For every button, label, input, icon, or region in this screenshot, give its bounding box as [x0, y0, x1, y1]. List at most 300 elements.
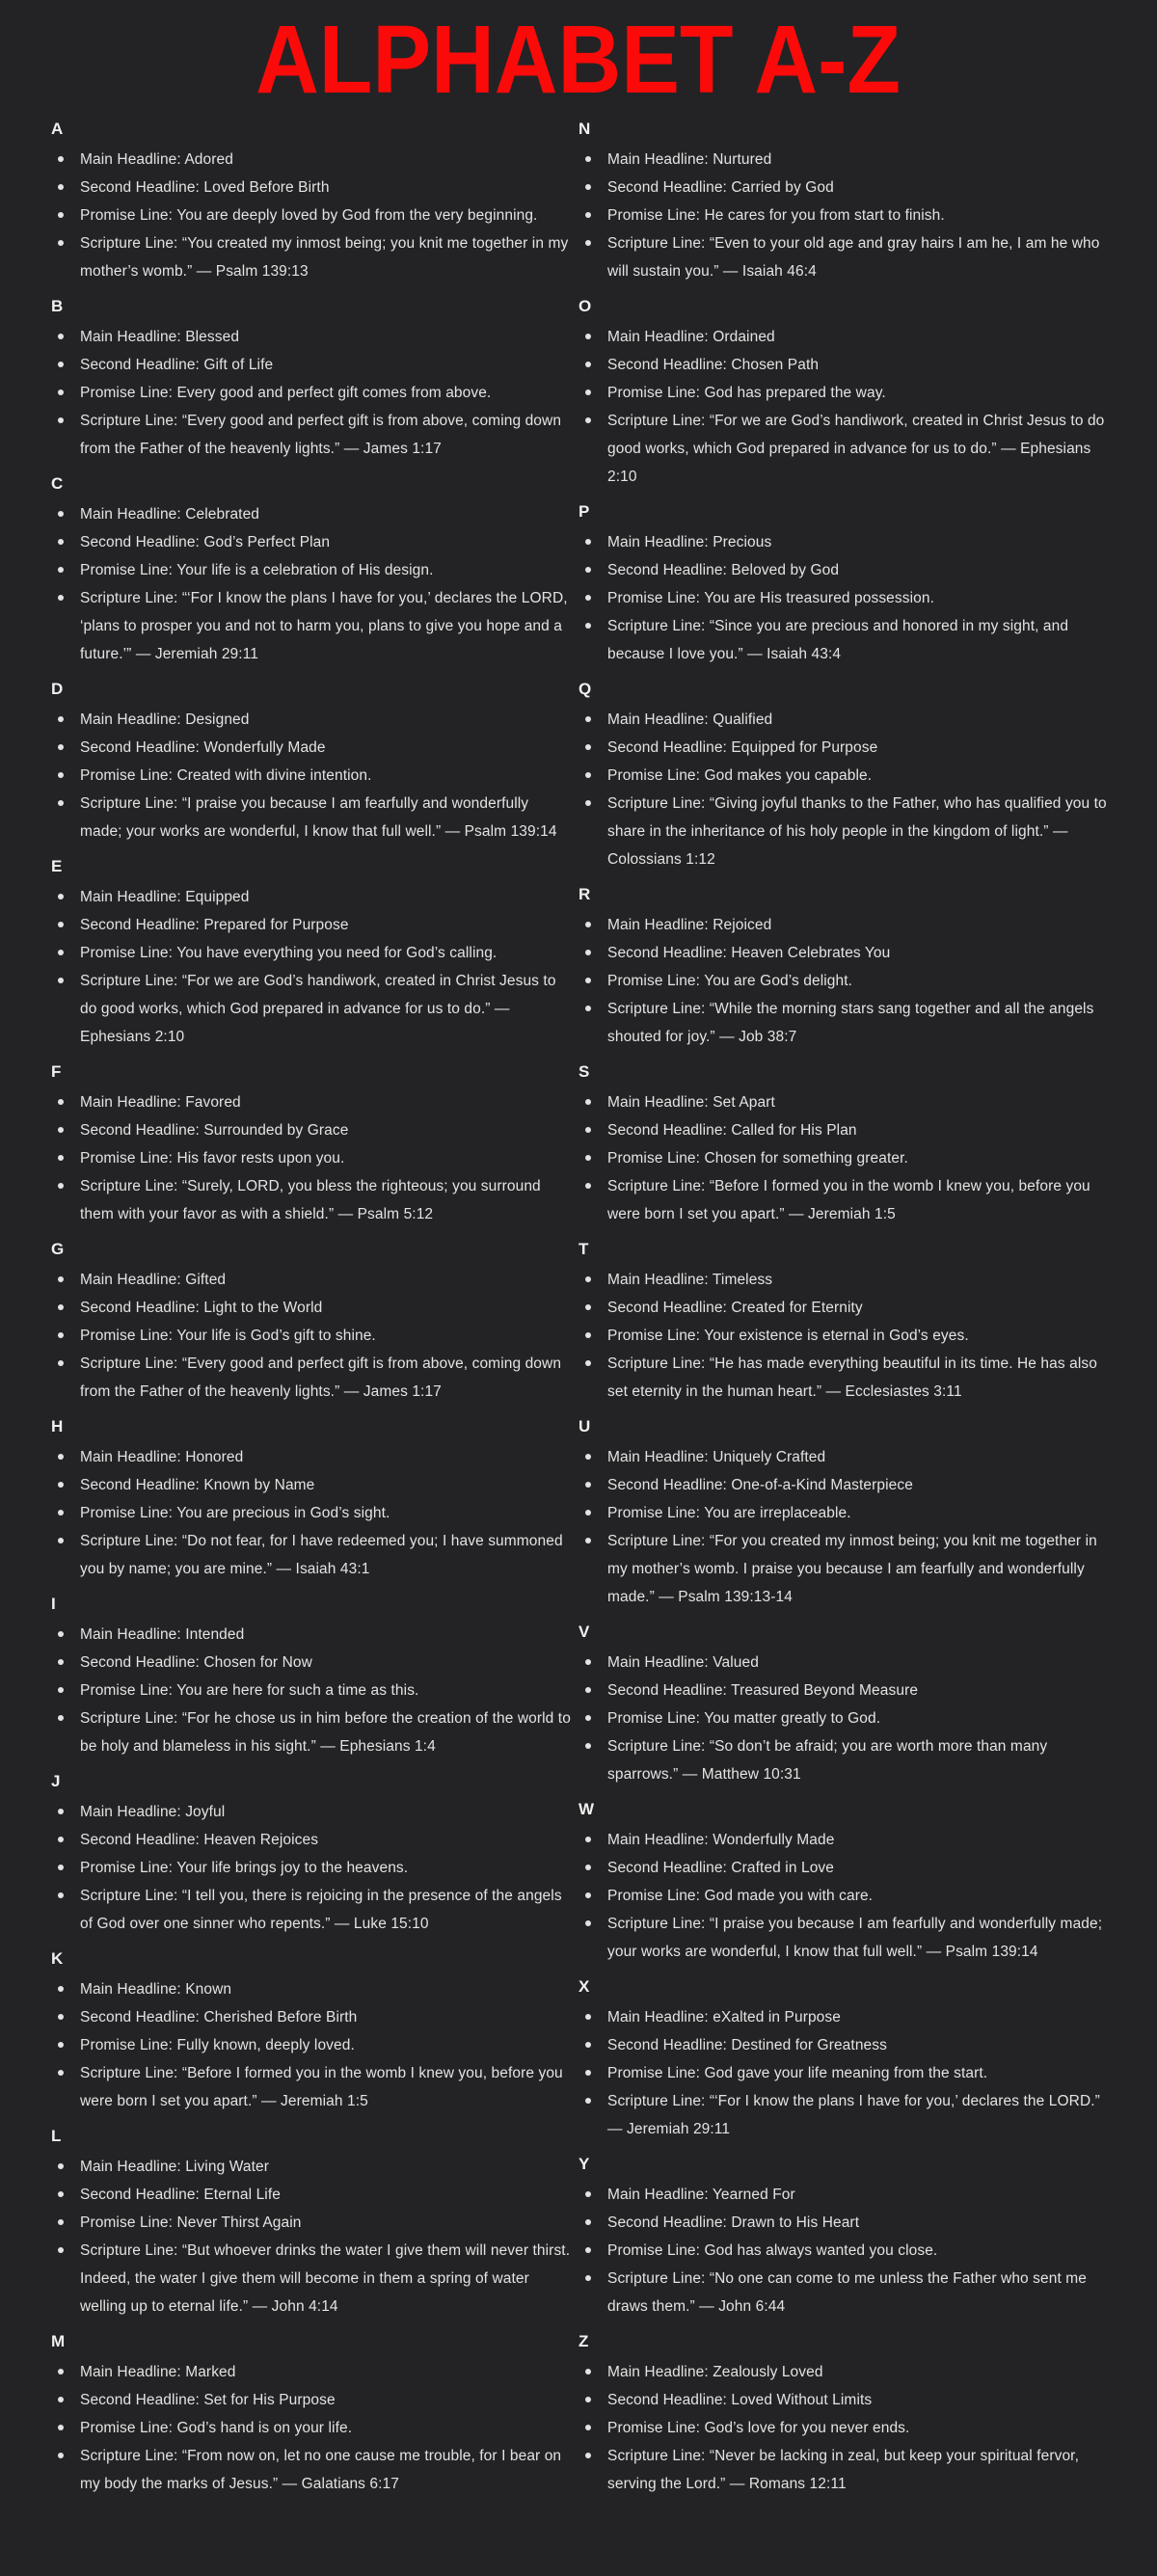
- list-item: [51, 351, 574, 379]
- letter-heading: D: [51, 680, 64, 698]
- letter-heading: Q: [578, 680, 592, 698]
- line-text: Scripture Line: “For we are God’s handiwork, created in Christ Jesus to do good works, which God prepared in advance for us to do.” — Ephesians 2:10: [80, 973, 556, 1045]
- line-text: Second Headline: Heaven Rejoices: [80, 1832, 319, 1848]
- bullet-icon: [58, 1304, 64, 1310]
- bullet-icon: [585, 1743, 591, 1749]
- line-text: Promise Line: You are irreplaceable.: [607, 1505, 851, 1521]
- bullet-icon: [585, 2425, 591, 2430]
- bullet-icon: [58, 539, 64, 545]
- line-text: Main Headline: Known: [80, 1981, 232, 1998]
- section-lines: [51, 323, 574, 463]
- line-text: Promise Line: Fully known, deeply loved.: [80, 2037, 355, 2053]
- line-text: Main Headline: Marked: [80, 2364, 236, 2380]
- line-text: Scripture Line: “‘For I know the plans I have for you,’ declares the LORD.” — Jeremiah 29:11: [607, 2093, 1100, 2137]
- list-item: [578, 2265, 1118, 2321]
- line-text: Promise Line: Your existence is eternal in God’s eyes.: [607, 1328, 969, 1344]
- letter-section-a: [51, 115, 574, 285]
- list-item: [578, 911, 1118, 939]
- list-item: [578, 1649, 1118, 1677]
- bullet-icon: [585, 2219, 591, 2225]
- bullet-icon: [58, 212, 64, 218]
- list-item: [578, 174, 1118, 201]
- line-text: Second Headline: Carried by God: [607, 179, 834, 196]
- section-lines: [578, 1826, 1118, 1966]
- bullet-icon: [585, 417, 591, 423]
- page: [0, 6, 1157, 2576]
- line-text: Second Headline: Chosen for Now: [80, 1654, 312, 1671]
- section-lines: [51, 1975, 574, 2115]
- list-item: [578, 1854, 1118, 1882]
- line-text: Promise Line: His favor rests upon you.: [80, 1150, 345, 1167]
- bullet-icon: [585, 1510, 591, 1516]
- line-text: Main Headline: Intended: [80, 1626, 245, 1643]
- list-item: [51, 1322, 574, 1350]
- bullet-icon: [58, 1715, 64, 1721]
- letter-heading: X: [578, 1977, 590, 1996]
- bullet-icon: [585, 1304, 591, 1310]
- bullet-icon: [58, 2014, 64, 2020]
- bullet-icon: [58, 2042, 64, 2048]
- line-text: Scripture Line: “From now on, let no one cause me trouble, for I bear on my body the marks of Jesus.” — Galatians 6:17: [80, 2448, 562, 2492]
- list-item: [51, 584, 574, 668]
- line-text: Second Headline: Surrounded by Grace: [80, 1122, 349, 1139]
- letter-heading: B: [51, 297, 64, 315]
- list-item: [578, 1116, 1118, 1144]
- line-text: Main Headline: Living Water: [80, 2159, 269, 2175]
- line-text: Scripture Line: “‘For I know the plans I have for you,’ declares the LORD, ‘plans to prosper you and not to harm you, plans to give you hope and a future.’” — Jeremiah 29:11: [80, 590, 568, 662]
- line-text: Main Headline: Timeless: [607, 1272, 773, 1288]
- letter-heading: K: [51, 1949, 64, 1968]
- bullet-icon: [585, 1482, 591, 1488]
- list-item: [51, 2358, 574, 2386]
- list-item: [578, 1882, 1118, 1910]
- bullet-icon: [58, 1837, 64, 1842]
- list-item: [578, 2087, 1118, 2143]
- bullet-icon: [58, 417, 64, 423]
- line-text: Promise Line: God has prepared the way.: [607, 385, 886, 401]
- list-item: [578, 790, 1118, 873]
- list-item: [51, 528, 574, 556]
- bullet-icon: [58, 1538, 64, 1543]
- bullet-icon: [585, 595, 591, 601]
- section-lines: [51, 2358, 574, 2498]
- bullet-icon: [585, 950, 591, 955]
- line-text: Promise Line: You are deeply loved by God from the very beginning.: [80, 207, 538, 224]
- bullet-icon: [585, 2369, 591, 2375]
- letter-section-q: [578, 675, 1118, 873]
- list-item: [578, 1322, 1118, 1350]
- bullet-icon: [585, 1715, 591, 1721]
- bullet-icon: [58, 2070, 64, 2076]
- line-text: Scripture Line: “Every good and perfect gift is from above, coming down from the Father of the heavenly lights.” — James 1:17: [80, 413, 562, 457]
- page-title-text: ALPHABET A-Z: [256, 6, 901, 114]
- bullet-icon: [58, 1332, 64, 1338]
- letter-section-m: [51, 2327, 574, 2498]
- bullet-icon: [58, 567, 64, 573]
- line-text: Scripture Line: “Before I formed you in the womb I knew you, before you were born I set you apart.” — Jeremiah 1:5: [607, 1178, 1090, 1222]
- letter-section-h: [51, 1412, 574, 1583]
- bullet-icon: [585, 623, 591, 629]
- line-text: Second Headline: Gift of Life: [80, 357, 274, 373]
- list-item: [578, 939, 1118, 967]
- list-item: [51, 1172, 574, 1228]
- line-text: Promise Line: You matter greatly to God.: [607, 1710, 881, 1727]
- list-item: [51, 2414, 574, 2442]
- bullet-icon: [58, 362, 64, 367]
- line-text: Main Headline: Qualified: [607, 711, 773, 728]
- line-text: Promise Line: You are here for such a time as this.: [80, 1682, 419, 1699]
- bullet-icon: [585, 978, 591, 983]
- list-item: [578, 2181, 1118, 2209]
- line-text: Second Headline: Eternal Life: [80, 2187, 281, 2203]
- line-text: Promise Line: He cares for you from start to finish.: [607, 207, 945, 224]
- letter-heading: F: [51, 1062, 62, 1081]
- line-text: Scripture Line: “Before I formed you in the womb I knew you, before you were born I set you apart.” — Jeremiah 1:5: [80, 2065, 563, 2109]
- bullet-icon: [58, 156, 64, 162]
- list-item: [578, 1088, 1118, 1116]
- letter-section-c: [51, 470, 574, 668]
- letter-heading: O: [578, 297, 592, 315]
- bullet-icon: [585, 1155, 591, 1161]
- line-text: Scripture Line: “You created my inmost being; you knit me together in my mother’s womb.” — Psalm 139:13: [80, 235, 569, 280]
- bullet-icon: [58, 1809, 64, 1814]
- line-text: Scripture Line: “I tell you, there is rejoicing in the presence of the angels of God over one sinner who repents.” — Luke 15:10: [80, 1888, 562, 1932]
- list-item: [578, 762, 1118, 790]
- bullet-icon: [585, 2247, 591, 2253]
- line-text: Main Headline: Equipped: [80, 889, 250, 905]
- letter-heading: Y: [578, 2155, 590, 2173]
- section-lines: [51, 883, 574, 1051]
- letter-section-o: [578, 292, 1118, 491]
- section-lines: [578, 2181, 1118, 2321]
- line-text: Scripture Line: “Never be lacking in zeal, but keep your spiritual fervor, serving the Lord.” — Romans 12:11: [607, 2448, 1079, 2492]
- line-text: Scripture Line: “No one can come to me unless the Father who sent me draws them.” — John 6:44: [607, 2270, 1088, 2315]
- list-item: [578, 229, 1118, 285]
- list-item: [578, 995, 1118, 1051]
- section-lines: [578, 323, 1118, 491]
- line-text: Main Headline: Ordained: [607, 329, 775, 345]
- section-lines: [578, 2358, 1118, 2498]
- section-lines: [51, 1088, 574, 1228]
- bullet-icon: [585, 156, 591, 162]
- line-text: Second Headline: Drawn to His Heart: [607, 2214, 860, 2231]
- bullet-icon: [58, 1631, 64, 1637]
- content: [0, 108, 1157, 2498]
- line-text: Second Headline: Cherished Before Birth: [80, 2009, 358, 2026]
- list-item: [51, 1798, 574, 1826]
- line-text: Second Headline: Created for Eternity: [607, 1300, 863, 1316]
- list-item: [578, 528, 1118, 556]
- letter-section-v: [578, 1618, 1118, 1788]
- list-item: [51, 1088, 574, 1116]
- section-lines: [578, 706, 1118, 873]
- line-text: Scripture Line: “Surely, LORD, you bless the righteous; you surround them with your favor as with a shield.” — Psalm 5:12: [80, 1178, 541, 1222]
- bullet-icon: [58, 1892, 64, 1898]
- section-lines: [578, 911, 1118, 1051]
- line-text: Main Headline: Nurtured: [607, 151, 772, 168]
- letter-heading: A: [51, 120, 64, 138]
- line-text: Main Headline: Valued: [607, 1654, 759, 1671]
- bullet-icon: [585, 184, 591, 190]
- bullet-icon: [585, 922, 591, 927]
- line-text: Promise Line: You are precious in God’s sight.: [80, 1505, 390, 1521]
- bullet-icon: [585, 1538, 591, 1543]
- letter-heading: Z: [578, 2332, 589, 2350]
- line-text: Scripture Line: “Even to your old age and gray hairs I am he, I am he who will sustain you.” — Isaiah 46:4: [607, 235, 1100, 280]
- letter-heading: E: [51, 857, 63, 875]
- list-item: [51, 1266, 574, 1294]
- list-item: [578, 734, 1118, 762]
- section-lines: [578, 146, 1118, 285]
- list-item: [578, 1704, 1118, 1732]
- list-item: [578, 2386, 1118, 2414]
- line-text: Second Headline: Destined for Greatness: [607, 2037, 887, 2053]
- line-text: Second Headline: One-of-a-Kind Masterpiece: [607, 1477, 913, 1493]
- bullet-icon: [585, 800, 591, 806]
- bullet-icon: [585, 539, 591, 545]
- bullet-icon: [585, 744, 591, 750]
- bullet-icon: [585, 2098, 591, 2104]
- letter-heading: C: [51, 474, 64, 493]
- line-text: Promise Line: Your life brings joy to the heavens.: [80, 1860, 409, 1876]
- list-item: [578, 2003, 1118, 2031]
- line-text: Promise Line: Created with divine intention.: [80, 767, 372, 784]
- list-item: [51, 2237, 574, 2321]
- list-item: [578, 2059, 1118, 2087]
- line-text: Scripture Line: “But whoever drinks the water I give them will never thirst. Indeed, the water I give them will become in them a spring of water welling up to eternal life.” — John 4:14: [80, 2242, 571, 2315]
- list-item: [578, 1910, 1118, 1966]
- list-item: [578, 2442, 1118, 2498]
- list-item: [578, 1266, 1118, 1294]
- line-text: Second Headline: Heaven Celebrates You: [607, 945, 891, 961]
- list-item: [51, 2442, 574, 2498]
- bullet-icon: [585, 1920, 591, 1926]
- bullet-icon: [58, 240, 64, 246]
- bullet-icon: [585, 362, 591, 367]
- list-item: [51, 201, 574, 229]
- list-item: [578, 1732, 1118, 1788]
- bullet-icon: [585, 2397, 591, 2402]
- list-item: [51, 2386, 574, 2414]
- letter-heading: P: [578, 502, 590, 521]
- line-text: Main Headline: Gifted: [80, 1272, 227, 1288]
- line-text: Second Headline: Crafted in Love: [607, 1860, 834, 1876]
- bullet-icon: [58, 2247, 64, 2253]
- list-item: [51, 1649, 574, 1677]
- bullet-icon: [58, 511, 64, 517]
- letter-section-s: [578, 1058, 1118, 1228]
- bullet-icon: [585, 240, 591, 246]
- bullet-icon: [58, 922, 64, 927]
- letter-section-r: [578, 880, 1118, 1051]
- bullet-icon: [585, 1659, 591, 1665]
- line-text: Scripture Line: “For he chose us in him before the creation of the world to be holy and blameless in his sight.” — Ephesians 1:4: [80, 1710, 571, 1755]
- line-text: Scripture Line: “While the morning stars sang together and all the angels shouted for joy.” — Job 38:7: [607, 1001, 1094, 1045]
- bullet-icon: [58, 2219, 64, 2225]
- list-item: [578, 201, 1118, 229]
- bullet-icon: [585, 1687, 591, 1693]
- letter-section-l: [51, 2122, 574, 2321]
- line-text: Promise Line: You are God’s delight.: [607, 973, 853, 989]
- list-item: [51, 734, 574, 762]
- letter-heading: H: [51, 1417, 64, 1436]
- bullet-icon: [58, 1986, 64, 1992]
- bullet-icon: [58, 772, 64, 778]
- bullet-icon: [58, 2369, 64, 2375]
- list-item: [578, 2237, 1118, 2265]
- letter-section-i: [51, 1590, 574, 1760]
- list-item: [578, 1294, 1118, 1322]
- line-text: Second Headline: Loved Before Birth: [80, 179, 330, 196]
- list-item: [578, 1499, 1118, 1527]
- list-item: [51, 2003, 574, 2031]
- bullet-icon: [58, 389, 64, 395]
- line-text: Second Headline: Called for His Plan: [607, 1122, 857, 1139]
- bullet-icon: [585, 1006, 591, 1011]
- list-item: [51, 556, 574, 584]
- line-text: Scripture Line: “Do not fear, for I have redeemed you; I have summoned you by name; you are mine.” — Isaiah 43:1: [80, 1533, 563, 1577]
- line-text: Promise Line: Your life is God’s gift to shine.: [80, 1328, 376, 1344]
- section-lines: [578, 1266, 1118, 1406]
- bullet-icon: [585, 2275, 591, 2281]
- bullet-icon: [585, 1276, 591, 1282]
- list-item: [51, 1677, 574, 1704]
- list-item: [51, 2153, 574, 2181]
- letter-heading: L: [51, 2127, 62, 2145]
- bullet-icon: [585, 567, 591, 573]
- bullet-icon: [58, 595, 64, 601]
- list-item: [51, 2059, 574, 2115]
- list-item: [51, 762, 574, 790]
- bullet-icon: [58, 1687, 64, 1693]
- section-lines: [51, 146, 574, 285]
- list-item: [51, 407, 574, 463]
- list-item: [51, 2181, 574, 2209]
- bullet-icon: [58, 800, 64, 806]
- line-text: Scripture Line: “So don’t be afraid; you are worth more than many sparrows.” — Matthew 10:31: [607, 1738, 1048, 1783]
- line-text: Second Headline: God’s Perfect Plan: [80, 534, 331, 550]
- list-item: [578, 1144, 1118, 1172]
- list-item: [51, 1116, 574, 1144]
- letter-heading: N: [578, 120, 591, 138]
- bullet-icon: [585, 2191, 591, 2197]
- bullet-icon: [58, 1510, 64, 1516]
- letter-section-j: [51, 1767, 574, 1938]
- line-text: Scripture Line: “For you created my inmost being; you knit me together in my mother’s womb. I praise you because I am fearfully and wonderfully made.” — Psalm 139:13-14: [607, 1533, 1097, 1605]
- bullet-icon: [585, 2042, 591, 2048]
- list-item: [51, 706, 574, 734]
- list-item: [51, 790, 574, 845]
- list-item: [51, 146, 574, 174]
- letter-section-g: [51, 1235, 574, 1406]
- list-item: [51, 1294, 574, 1322]
- line-text: Scripture Line: “Every good and perfect gift is from above, coming down from the Father of the heavenly lights.” — James 1:17: [80, 1355, 562, 1400]
- bullet-icon: [58, 334, 64, 339]
- line-text: Promise Line: God has always wanted you close.: [607, 2242, 938, 2259]
- letter-heading: T: [578, 1240, 589, 1258]
- section-lines: [578, 1649, 1118, 1788]
- list-item: [578, 1471, 1118, 1499]
- letter-section-e: [51, 852, 574, 1051]
- line-text: Promise Line: God made you with care.: [607, 1888, 874, 1904]
- bullet-icon: [585, 1454, 591, 1460]
- list-item: [578, 379, 1118, 407]
- list-item: [51, 1527, 574, 1583]
- bullet-icon: [585, 1892, 591, 1898]
- section-lines: [51, 1266, 574, 1406]
- bullet-icon: [58, 1454, 64, 1460]
- bullet-icon: [585, 334, 591, 339]
- bullet-icon: [585, 2070, 591, 2076]
- list-item: [51, 939, 574, 967]
- line-text: Main Headline: Celebrated: [80, 506, 260, 523]
- list-item: [51, 2031, 574, 2059]
- line-text: Second Headline: Light to the World: [80, 1300, 323, 1316]
- list-item: [578, 407, 1118, 491]
- letter-heading: I: [51, 1595, 56, 1613]
- line-text: Second Headline: Beloved by God: [607, 562, 840, 578]
- bullet-icon: [585, 772, 591, 778]
- list-item: [578, 967, 1118, 995]
- column-left: [51, 108, 574, 2498]
- line-text: Main Headline: Precious: [607, 534, 772, 550]
- bullet-icon: [58, 978, 64, 983]
- list-item: [51, 229, 574, 285]
- line-text: Scripture Line: “Since you are precious and honored in my sight, and because I love you.” — Isaiah 43:4: [607, 618, 1069, 662]
- list-item: [578, 351, 1118, 379]
- list-item: [51, 500, 574, 528]
- bullet-icon: [585, 2014, 591, 2020]
- letter-heading: V: [578, 1623, 590, 1641]
- bullet-icon: [585, 1127, 591, 1133]
- line-text: Second Headline: Equipped for Purpose: [607, 739, 878, 756]
- list-item: [578, 1826, 1118, 1854]
- line-text: Main Headline: Favored: [80, 1094, 241, 1111]
- letter-heading: J: [51, 1772, 61, 1790]
- list-item: [51, 1350, 574, 1406]
- bullet-icon: [58, 1127, 64, 1133]
- bullet-icon: [58, 1099, 64, 1105]
- letter-section-x: [578, 1972, 1118, 2143]
- bullet-icon: [58, 1482, 64, 1488]
- bullet-icon: [58, 2453, 64, 2458]
- line-text: Second Headline: Loved Without Limits: [607, 2392, 873, 2408]
- bullet-icon: [58, 1659, 64, 1665]
- line-text: Main Headline: Uniquely Crafted: [607, 1449, 826, 1465]
- bullet-icon: [585, 389, 591, 395]
- bullet-icon: [585, 1183, 591, 1189]
- line-text: Second Headline: Prepared for Purpose: [80, 917, 349, 933]
- bullet-icon: [58, 2425, 64, 2430]
- letter-heading: W: [578, 1800, 595, 1818]
- line-text: Second Headline: Wonderfully Made: [80, 739, 326, 756]
- line-text: Scripture Line: “Giving joyful thanks to the Father, who has qualified you to share in the inheritance of his holy people in the kingdom of light.” — Colossians 1:12: [607, 795, 1107, 868]
- list-item: [578, 146, 1118, 174]
- bullet-icon: [58, 184, 64, 190]
- section-lines: [51, 1621, 574, 1760]
- bullet-icon: [58, 1155, 64, 1161]
- list-item: [51, 967, 574, 1051]
- page-title: [0, 6, 1157, 114]
- list-item: [51, 1975, 574, 2003]
- bullet-icon: [58, 716, 64, 722]
- letter-section-n: [578, 115, 1118, 285]
- letter-section-y: [578, 2150, 1118, 2321]
- line-text: Promise Line: God’s hand is on your life.: [80, 2420, 353, 2436]
- letter-section-f: [51, 1058, 574, 1228]
- section-lines: [578, 528, 1118, 668]
- list-item: [51, 1144, 574, 1172]
